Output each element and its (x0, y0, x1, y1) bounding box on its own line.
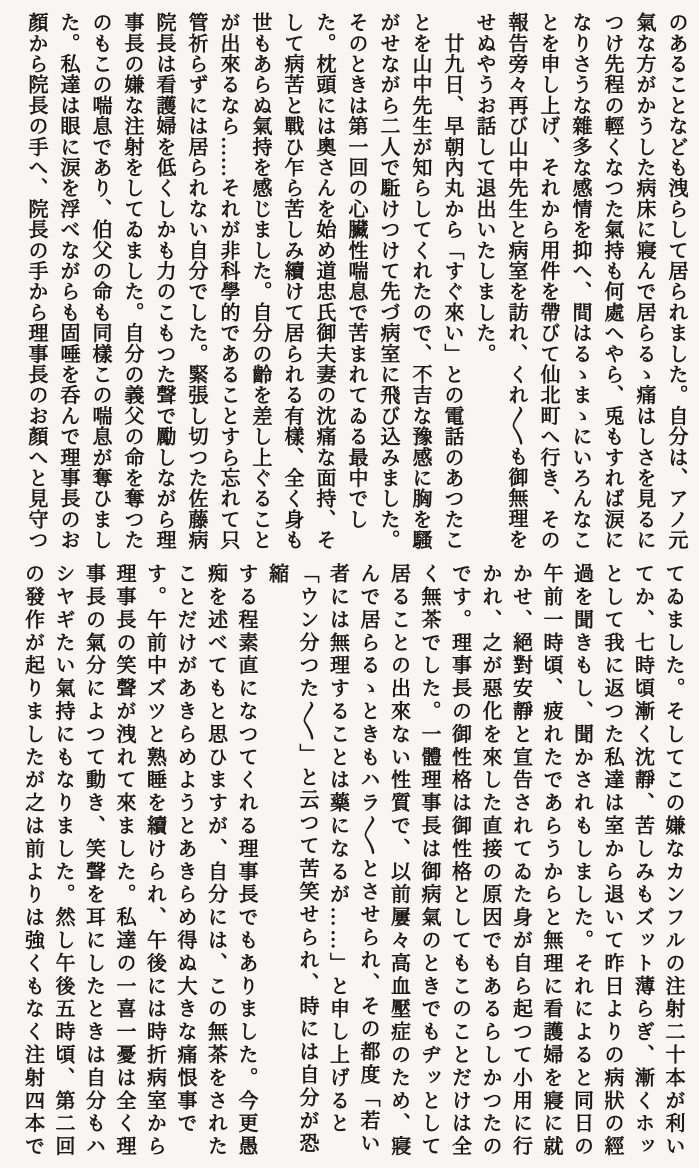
text-column: の發作が起りましたが之は前よりは強くもなく注射四本で (21, 563, 44, 1159)
text-column: 居ることの出來ない性質で、以前屢々高血壓症のため、寢 (387, 563, 410, 1159)
text-column: 報告旁々再び山中先生と病室を訪れ、くれ〳〵も御無理を (505, 12, 527, 550)
text-column: 午前一時頃、疲れたであらうからと無理に看護婦を寢に就 (540, 563, 562, 1159)
text-column: た。私達は眼に涙を浮べながらも固唾を呑んで理事長のお (57, 12, 79, 551)
text-column: 氣な方がかうした病床に寢んで居らるゝ痛はしさを見るに (633, 12, 655, 551)
text-column: 者には無理することは藥になるが……」と申し上げると (326, 563, 349, 1136)
text-column: てゐました。そしてこの嫌なカンフルの注射二十本が利い (662, 563, 684, 1159)
text-column: く無茶でした。一體理事長は御病氣のときでもヂッとして (418, 563, 440, 1159)
text-column: とを申し上げ、それから用件を帶びて仙北町へ行き、その (537, 12, 559, 551)
text-column: んで居らるゝときもハラ〳〵とさせられ、その都度「若い (357, 563, 379, 1156)
text-column: として我に返つた私達は室から退いて昨日よりの病狀の經 (601, 563, 623, 1159)
text-column: 「ウン分つた〳〵」と云つて苦笑せられ、時には自分が恐縮 (265, 563, 318, 1156)
text-column: す。午前中ズツと熟睡を續けられ、午後には時折病室から (143, 563, 166, 1159)
text-column: 世もあらぬ氣持を感じました。自分の齡を差し上ぐること (249, 12, 271, 551)
text-column: のもこの喘息であり、伯父の命も同樣この喘息が奪ひまし (89, 12, 111, 551)
text-column: 廿九日、早朝內丸から「すぐ來い」との電話のあつたこ (441, 12, 463, 551)
text-column: のあることなども洩らして居られました。自分は、アノ元 (665, 12, 687, 551)
text-column: して病苦と戰ひ乍ら苦しみ續けて居られる有樣、全く身も (281, 12, 303, 551)
text-column: 管祈らずには居られない自分でした。緊張し切つた佐藤病 (185, 12, 207, 551)
text-column: かれ、之が惡化を來した直接の原因でもあるらしかつたの (479, 563, 501, 1159)
text-column: ことだけがあきらめようとあきらめ得ぬ大きな痛恨事で (174, 563, 196, 1136)
text-column: する程素直になつてくれる理事長でもありました。今更愚 (235, 563, 257, 1159)
text-column: 痴を述べてもと思ひますが、自分には、この無茶をされた (204, 563, 227, 1159)
text-column: 理事長の笑聲が洩れて來ました。私達の一喜一憂は全く理 (113, 563, 135, 1159)
text-column: た。枕頭には奧さんを始め道忠氏御夫妻の沈痛な面持、そ (313, 12, 335, 551)
text-column: つけ先程の輕くなつた氣持も何處へやら、兎もすれば涙に (601, 12, 623, 551)
text-column: かせ、絕對安靜と宣告されてゐた身が自ら起つて小用に行 (509, 563, 532, 1159)
text-column: です。理事長の御性格は御性格としてもこのことだけは全 (448, 563, 471, 1159)
text-column: シヤギたい氣持にもなりました。然し午後五時頃、第二回 (52, 563, 74, 1159)
text-column: が出來るなら……それが非科學的であることすら忘れて只 (217, 12, 239, 551)
text-column: 院長は看護婦を低くしかも力のこもつた聲で勵しながら理 (153, 12, 175, 551)
text-column: そのときは第一回の心臟性喘息で苦まれてゐる最中でし (345, 12, 367, 530)
vertical-text-block-bottom (21, 563, 688, 1163)
text-column: 事長の氣分によつて動き、笑聲を耳にしたときは自分もハ (82, 563, 105, 1159)
text-column: 過を聞きもし、聞かされもしました。それによると同日の (570, 563, 593, 1159)
text-column: てか、七時頃漸く沈靜、苦しみもズット薄らぎ、漸くホッ (631, 563, 654, 1159)
text-column: がせながら二人で駈けつけて先づ病室に飛び込みました。 (377, 12, 399, 551)
text-column: なりさうな雜多な感情を抑へ、間はるゝまゝにいろんなこ (569, 12, 591, 551)
vertical-text-block-top (18, 12, 692, 552)
text-column: 顏から院長の手へ、院長の手から理事長のお顏へと見守つ (25, 12, 47, 551)
text-column: とを山中先生が知らしてくれたので、不吉な豫感に胸を騷 (409, 12, 431, 551)
text-column: 事長の嫌な注射をしてゐました。自分の義父の命を奪つた (121, 12, 143, 551)
text-column: せぬやうお話して退出いたしました。 (473, 12, 495, 364)
